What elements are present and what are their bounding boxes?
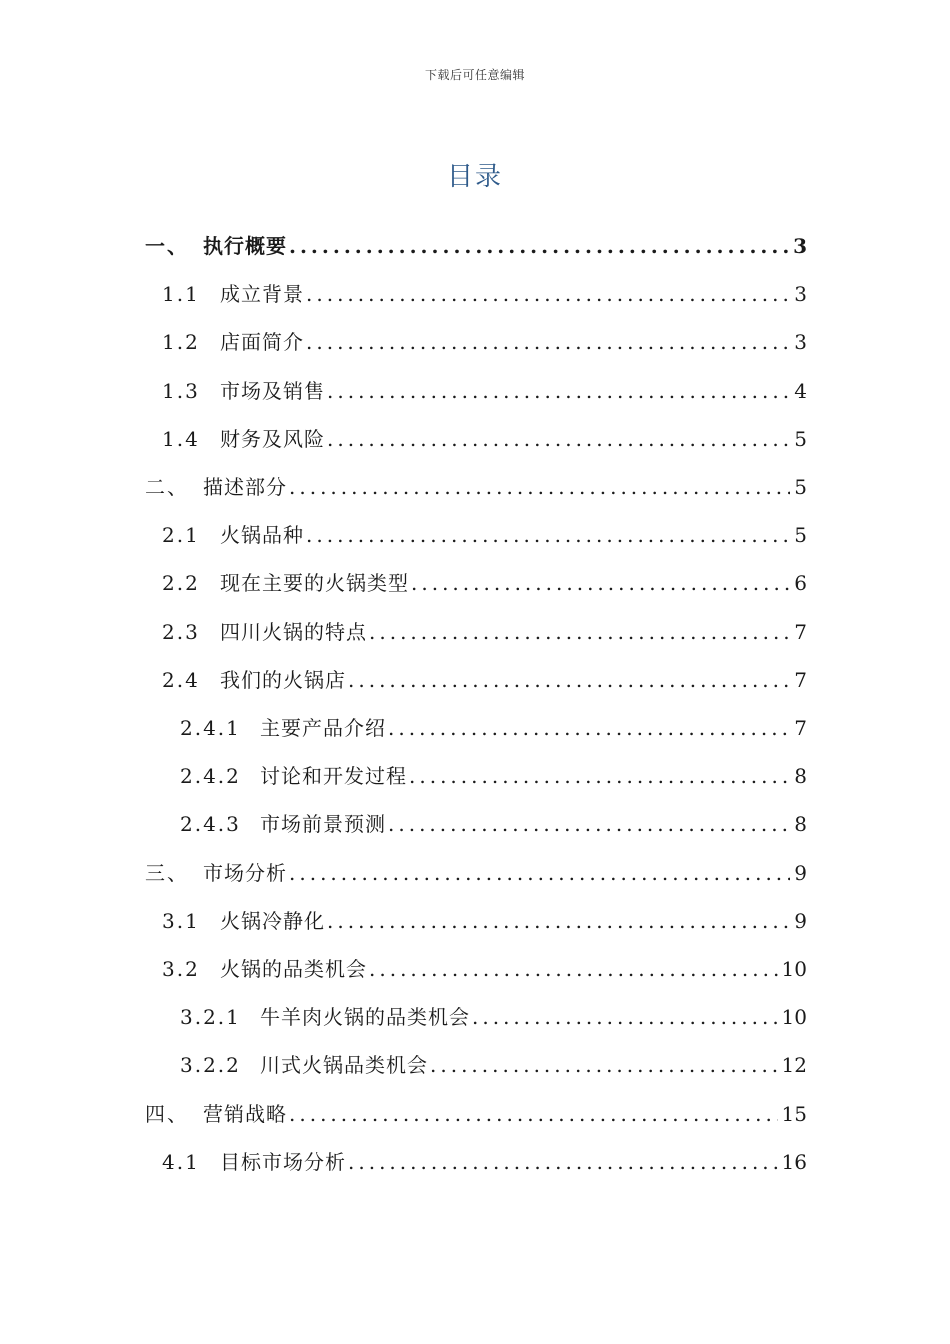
toc-entry-number: 2.4 xyxy=(162,667,200,692)
toc-entry-number: 3.1 xyxy=(162,908,200,933)
toc-dot-leader xyxy=(472,1005,778,1029)
toc-entry-title: 描述部分 xyxy=(203,475,287,499)
toc-entry-page: 5 xyxy=(794,426,807,451)
toc-dot-leader xyxy=(289,1102,778,1126)
toc-entry-page: 16 xyxy=(781,1149,807,1174)
toc-entry-number: 3.2.2 xyxy=(180,1053,241,1078)
toc-entry-title: 市场分析 xyxy=(203,860,287,885)
toc-dot-leader xyxy=(327,427,790,451)
toc-entry-number: 1.2 xyxy=(162,330,200,355)
toc-entry[interactable] xyxy=(162,375,807,411)
toc-dot-leader xyxy=(409,764,790,788)
toc-entry[interactable] xyxy=(162,519,807,555)
toc-dot-leader xyxy=(289,234,789,258)
toc-dot-leader xyxy=(289,475,790,499)
toc-entry[interactable] xyxy=(145,471,807,507)
toc-entry-title: 讨论和开发过程 xyxy=(260,764,407,789)
toc-entry-number: 2.4.2 xyxy=(180,764,241,789)
toc-entry[interactable] xyxy=(162,326,807,362)
toc-entry-page: 3 xyxy=(794,330,807,355)
toc-entry[interactable] xyxy=(162,567,807,603)
toc-entry-title: 市场及销售 xyxy=(220,378,325,403)
toc-entry-title: 现在主要的火锅类型 xyxy=(220,571,409,596)
toc-entry-number: 3.2 xyxy=(162,957,200,981)
toc-entry[interactable] xyxy=(162,664,807,700)
toc-entry-title: 营销战略 xyxy=(203,1101,287,1126)
toc-entry-number: 2.4.1 xyxy=(180,716,241,740)
toc-entry-page: 5 xyxy=(794,475,807,499)
toc-entry[interactable] xyxy=(162,278,807,314)
toc-dot-leader xyxy=(289,861,790,885)
toc-entry-number: 二、 xyxy=(145,475,189,499)
toc-dot-leader xyxy=(348,668,790,692)
toc-entry-title: 成立背景 xyxy=(220,282,304,307)
toc-entry-title: 牛羊肉火锅的品类机会 xyxy=(260,1005,470,1030)
toc-dot-leader xyxy=(411,571,790,595)
toc-entry-title: 火锅冷静化 xyxy=(220,908,325,933)
toc-entry[interactable] xyxy=(162,905,807,941)
toc-entry-number: 2.2 xyxy=(162,571,200,596)
toc-entry[interactable] xyxy=(180,712,807,748)
toc-entry-page: 7 xyxy=(794,716,807,740)
toc-entry[interactable] xyxy=(162,1146,807,1182)
toc-entry-title: 川式火锅品类机会 xyxy=(260,1053,428,1078)
toc-entry[interactable] xyxy=(145,1098,807,1134)
toc-dot-leader xyxy=(388,812,790,836)
toc-dot-leader xyxy=(348,1150,778,1174)
toc-entry-number: 2.1 xyxy=(162,523,200,548)
toc-entry[interactable] xyxy=(180,1001,807,1037)
toc-entry-title: 执行概要 xyxy=(203,234,287,258)
toc-dot-leader xyxy=(369,957,778,981)
toc-entry-title: 主要产品介绍 xyxy=(260,716,386,740)
toc-entry-title: 市场前景预测 xyxy=(260,812,386,837)
toc-dot-leader xyxy=(306,330,790,354)
header-note: 下载后可任意编辑 xyxy=(424,68,525,82)
toc-entry-number: 三、 xyxy=(145,860,189,885)
toc-entry-title: 目标市场分析 xyxy=(220,1149,346,1174)
toc-entry[interactable] xyxy=(162,616,807,652)
toc-dot-leader xyxy=(327,379,790,403)
toc-dot-leader xyxy=(388,716,790,740)
toc-dot-leader xyxy=(369,620,790,644)
toc-entry[interactable] xyxy=(180,760,807,796)
toc-title: 目录 xyxy=(446,162,503,192)
toc-entry-title: 店面简介 xyxy=(220,330,304,355)
toc-entry-number: 2.4.3 xyxy=(180,812,241,837)
toc-entry[interactable] xyxy=(145,230,807,266)
toc-entry-page: 12 xyxy=(781,1053,807,1078)
toc-entry[interactable] xyxy=(162,953,807,989)
toc-entry-page: 10 xyxy=(781,957,807,981)
toc-dot-leader xyxy=(306,523,790,547)
toc-entry-number: 2.3 xyxy=(162,619,200,644)
toc-entry-title: 火锅的品类机会 xyxy=(220,957,367,981)
toc-entry-number: 1.4 xyxy=(162,426,200,451)
toc-entry-page: 8 xyxy=(794,812,807,837)
toc-entry-page: 7 xyxy=(794,667,807,692)
toc-entry-title: 财务及风险 xyxy=(220,426,325,451)
toc-entry[interactable] xyxy=(145,857,807,893)
toc-dot-leader xyxy=(327,909,790,933)
toc-entry-page: 3 xyxy=(794,282,807,307)
toc-entry-page: 6 xyxy=(794,571,807,596)
toc-entry-page: 3 xyxy=(793,234,807,258)
toc-entry-number: 4.1 xyxy=(162,1149,200,1174)
toc-dot-leader xyxy=(306,282,790,306)
toc-entry-number: 1.3 xyxy=(162,378,200,403)
toc-entry-page: 5 xyxy=(794,523,807,548)
toc-entry-number: 一、 xyxy=(145,234,189,258)
toc-entry-page: 9 xyxy=(794,860,807,885)
toc-entry-page: 15 xyxy=(781,1101,807,1126)
toc-entry-page: 4 xyxy=(794,378,807,403)
toc-entry-title: 四川火锅的特点 xyxy=(220,619,367,644)
toc-entry-number: 3.2.1 xyxy=(180,1005,241,1030)
toc-entry-page: 10 xyxy=(781,1005,807,1030)
toc-entry[interactable] xyxy=(180,808,807,844)
toc-entry-page: 7 xyxy=(794,619,807,644)
toc-entry[interactable] xyxy=(180,1049,807,1085)
toc-entry-page: 9 xyxy=(794,908,807,933)
toc-entry-number: 1.1 xyxy=(162,282,200,307)
toc-entry-page: 8 xyxy=(794,764,807,789)
toc-entry-title: 我们的火锅店 xyxy=(220,667,346,692)
toc-entry-title: 火锅品种 xyxy=(220,523,304,548)
toc-entry[interactable] xyxy=(162,423,807,459)
toc-dot-leader xyxy=(430,1053,778,1077)
toc-entry-number: 四、 xyxy=(145,1101,189,1126)
